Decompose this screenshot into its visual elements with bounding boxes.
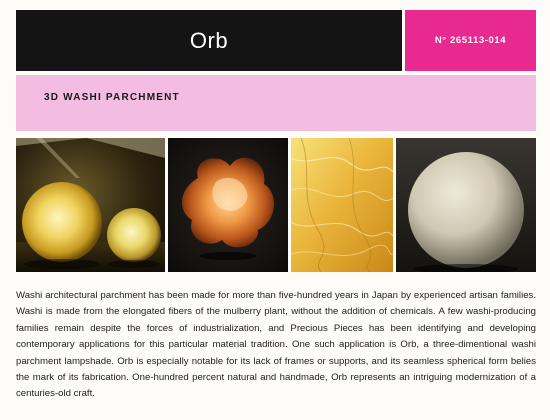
- product-title: Orb: [189, 27, 229, 53]
- product-number: N° 265113-014: [434, 35, 507, 46]
- photo-glowing-orbs: [16, 138, 165, 272]
- title-bar: [16, 10, 402, 71]
- description-paragraph: Washi architectural parchment has been made for more than five-hundred years in Japan by experienced artisan families. Washi is made from the elongated fibers of the mulberry plant, without the addition of chemicals. A few washi-producing families remain despite the forces of industrialization, and Precious Pieces has been identifying and developing contemporary applications for this particular material tradition. One such application is Orb, a three-dimentional washi parchment lampshade. Orb is especially notable for its lack of frames or supports, and its seamless spherical form belies the mark of its fabrication. One-hundred percent natural and handmade, Orb represents an intriguing modernization of a centuries-old craft.: [16, 290, 536, 400]
- photo-irregular-lamp: [168, 138, 288, 272]
- product-number-bar: [405, 10, 536, 71]
- photo-washi-texture: [291, 138, 393, 272]
- product-category: 3D WASHI PARCHMENT: [44, 92, 180, 103]
- subtitle-bar: [16, 75, 536, 131]
- photo-unlit-orb: [396, 138, 536, 272]
